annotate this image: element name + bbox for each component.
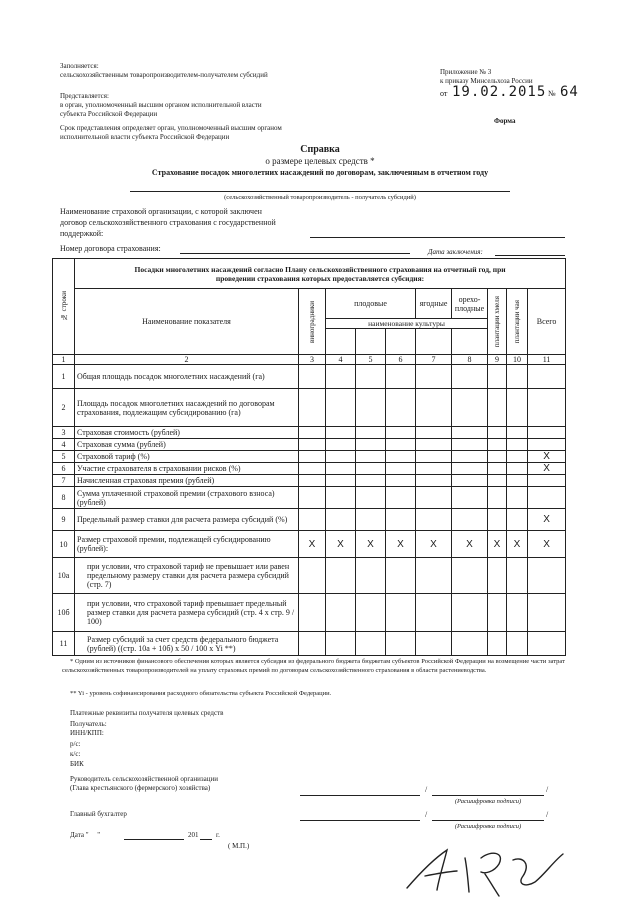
- row-number: 3: [53, 427, 75, 439]
- value-cell[interactable]: [386, 427, 416, 439]
- date-prefix: от: [440, 89, 448, 98]
- crop-cell[interactable]: [452, 329, 488, 355]
- signature-graphic: [395, 838, 570, 900]
- column-number: 9: [488, 355, 507, 365]
- row-number: 11: [53, 632, 75, 656]
- date-year: 201: [188, 831, 199, 839]
- value-cell[interactable]: [386, 487, 416, 509]
- submit-label: Представляется:: [60, 92, 109, 100]
- row-label: Общая площадь посадок многолетних насаждений (га): [75, 365, 299, 389]
- value-cell[interactable]: [356, 439, 386, 451]
- contract-date-label: Дата заключения:: [428, 248, 483, 256]
- bank-inn: ИНН/КПП:: [70, 729, 104, 737]
- value-cell[interactable]: [488, 439, 507, 451]
- table-row: [53, 531, 566, 558]
- slash: /: [546, 785, 549, 794]
- value-cell[interactable]: [356, 427, 386, 439]
- stamp-label: ( М.П.): [228, 842, 250, 850]
- crop-cell[interactable]: [416, 329, 452, 355]
- not-applicable-mark: X: [386, 531, 416, 558]
- insurer-input-line[interactable]: [310, 237, 565, 238]
- indicator-header: Наименование показателя: [75, 289, 299, 355]
- value-cell[interactable]: [452, 365, 488, 389]
- accountant-label: Главный бухгалтер: [70, 810, 127, 818]
- value-cell[interactable]: [488, 509, 507, 531]
- value-cell[interactable]: [299, 451, 326, 463]
- value-cell[interactable]: [386, 632, 416, 656]
- col-hops: плантации хмеля: [493, 295, 501, 348]
- value-cell[interactable]: [452, 475, 488, 487]
- value-cell[interactable]: [507, 439, 528, 451]
- col-vineyards: виноградники: [308, 300, 316, 343]
- vineyards-header-cell: [299, 289, 326, 355]
- row-number: 2: [53, 389, 75, 427]
- value-cell[interactable]: [507, 558, 528, 594]
- column-number: 5: [356, 355, 386, 365]
- col-nut-1: орехо-: [458, 294, 481, 304]
- value-cell[interactable]: [299, 475, 326, 487]
- value-cell[interactable]: [416, 451, 452, 463]
- appendix-label: Приложение № 3: [440, 68, 492, 76]
- value-cell[interactable]: [452, 509, 488, 531]
- bank-ks: к/с:: [70, 750, 81, 758]
- bank-recipient: Получатель:: [70, 720, 107, 728]
- value-cell[interactable]: [386, 389, 416, 427]
- decode-caption-1: (Расшифровка подписи): [454, 798, 522, 805]
- value-cell[interactable]: [488, 365, 507, 389]
- value-cell[interactable]: [528, 439, 566, 451]
- row-label: Страховая стоимость (рублей): [75, 427, 299, 439]
- value-cell[interactable]: [452, 632, 488, 656]
- value-cell[interactable]: [507, 427, 528, 439]
- date-year-line[interactable]: [200, 839, 212, 840]
- col-tea: плантации чая: [513, 299, 521, 344]
- not-applicable-mark: X: [528, 451, 566, 463]
- value-cell[interactable]: [299, 487, 326, 509]
- col-nut: [452, 289, 488, 319]
- table-row: [53, 463, 566, 475]
- column-number: 6: [386, 355, 416, 365]
- column-number: 10: [507, 355, 528, 365]
- value-cell[interactable]: [326, 558, 356, 594]
- slash: /: [425, 785, 428, 794]
- value-cell[interactable]: [416, 509, 452, 531]
- value-cell[interactable]: [326, 594, 356, 632]
- bank-title: Платежные реквизиты получателя целевых средств: [70, 709, 224, 717]
- value-cell[interactable]: [507, 365, 528, 389]
- value-cell[interactable]: [528, 475, 566, 487]
- submit-value-2: субъекта Российской Федерации: [60, 110, 158, 118]
- row-number: 9: [53, 509, 75, 531]
- head-decode-line[interactable]: [432, 795, 544, 796]
- insurer-label-2: договор сельскохозяйственного страхования с государственной: [60, 218, 276, 227]
- value-cell[interactable]: [416, 463, 452, 475]
- deadline-1: Срок представления определяет орган, уполномоченный высшим органом: [60, 124, 282, 132]
- not-applicable-mark: X: [528, 531, 566, 558]
- date-year-suffix: г.: [216, 831, 220, 839]
- value-cell[interactable]: [488, 451, 507, 463]
- value-cell[interactable]: [528, 389, 566, 427]
- row-number: 4: [53, 439, 75, 451]
- value-cell[interactable]: [386, 509, 416, 531]
- accountant-decode-line[interactable]: [432, 820, 544, 821]
- order-date: 19.02.2015: [452, 84, 547, 100]
- value-cell[interactable]: [528, 558, 566, 594]
- value-cell[interactable]: [326, 463, 356, 475]
- value-cell[interactable]: [326, 632, 356, 656]
- table-row: [53, 439, 566, 451]
- row-label: Предельный размер ставки для расчета размера субсидий (%): [75, 509, 299, 531]
- column-number: 7: [416, 355, 452, 365]
- row-label: Сумма уплаченной страховой премии (страхового взноса) (рублей): [75, 487, 299, 509]
- column-number: 4: [326, 355, 356, 365]
- table-row: [53, 427, 566, 439]
- value-cell[interactable]: [507, 475, 528, 487]
- crop-cell[interactable]: [326, 329, 356, 355]
- value-cell[interactable]: [326, 439, 356, 451]
- row-label: при условии, что страховой тариф превышает предельный размер ставки для расчета размера субсидий (стр. 4 х стр. 9 / 100): [75, 594, 299, 632]
- not-applicable-mark: X: [326, 531, 356, 558]
- value-cell[interactable]: [326, 475, 356, 487]
- not-applicable-mark: X: [507, 531, 528, 558]
- value-cell[interactable]: [507, 632, 528, 656]
- value-cell[interactable]: [416, 594, 452, 632]
- column-number: 1: [53, 355, 75, 365]
- value-cell[interactable]: [356, 509, 386, 531]
- form-label: Форма: [494, 117, 516, 125]
- value-cell[interactable]: [386, 475, 416, 487]
- not-applicable-mark: X: [528, 463, 566, 475]
- group-header: [75, 259, 566, 289]
- value-cell[interactable]: [452, 558, 488, 594]
- value-cell[interactable]: [326, 365, 356, 389]
- value-cell[interactable]: [356, 632, 386, 656]
- bank-bik: БИК: [70, 760, 84, 768]
- column-number: 3: [299, 355, 326, 365]
- subsidy-table: [52, 258, 566, 656]
- column-number: 2: [75, 355, 299, 365]
- value-cell[interactable]: [416, 475, 452, 487]
- value-cell[interactable]: [416, 439, 452, 451]
- row-number: 8: [53, 487, 75, 509]
- value-cell[interactable]: [507, 594, 528, 632]
- value-cell[interactable]: [386, 558, 416, 594]
- contract-number-label: Номер договора страхования:: [60, 244, 161, 253]
- value-cell[interactable]: [356, 451, 386, 463]
- value-cell[interactable]: [488, 558, 507, 594]
- table-row: [53, 475, 566, 487]
- table-row: [53, 451, 566, 463]
- value-cell[interactable]: [488, 594, 507, 632]
- value-cell[interactable]: [299, 439, 326, 451]
- value-cell[interactable]: [488, 632, 507, 656]
- value-cell[interactable]: [386, 451, 416, 463]
- fill-label: Заполняется:: [60, 62, 99, 70]
- value-cell[interactable]: [326, 427, 356, 439]
- row-label: при условии, что страховой тариф не превышает или равен предельному размеру ставки для расчета размера субсидий (стр. 7): [75, 558, 299, 594]
- col-total: Всего: [528, 289, 566, 355]
- hops-header-cell: [488, 289, 507, 355]
- not-applicable-mark: X: [488, 531, 507, 558]
- row-no-header-cell: [53, 259, 75, 355]
- value-cell[interactable]: [452, 463, 488, 475]
- value-cell[interactable]: [299, 463, 326, 475]
- value-cell[interactable]: [507, 389, 528, 427]
- table-row: [53, 389, 566, 427]
- row-label: Страховой тариф (%): [75, 451, 299, 463]
- not-applicable-mark: X: [528, 509, 566, 531]
- value-cell[interactable]: [488, 487, 507, 509]
- col-fruit: плодовые: [326, 289, 416, 319]
- row-label: Начисленная страховая премия (рублей): [75, 475, 299, 487]
- group-header-1: Посадки многолетних насаждений согласно Плану сельскохозяйственного страхования на отчетный год, при: [134, 264, 506, 274]
- crop-name-header: наименование культуры: [326, 319, 488, 329]
- value-cell[interactable]: [528, 632, 566, 656]
- value-cell[interactable]: [386, 463, 416, 475]
- value-cell[interactable]: [386, 365, 416, 389]
- value-cell[interactable]: [356, 475, 386, 487]
- value-cell[interactable]: [299, 632, 326, 656]
- row-number: 5: [53, 451, 75, 463]
- tea-header-cell: [507, 289, 528, 355]
- contract-number-line[interactable]: [180, 253, 410, 254]
- value-cell[interactable]: [528, 427, 566, 439]
- row-label: Размер субсидий за счет средств федерального бюджета (рублей) ((стр. 10а + 10б) х 50 / 100 х Yi **): [75, 632, 299, 656]
- row-number: 10б: [53, 594, 75, 632]
- slash: /: [546, 810, 549, 819]
- value-cell[interactable]: [416, 558, 452, 594]
- number-prefix: №: [548, 89, 556, 98]
- value-cell[interactable]: [416, 632, 452, 656]
- bank-rs: р/с:: [70, 740, 81, 748]
- doc-subtitle: о размере целевых средств *: [265, 156, 375, 166]
- value-cell[interactable]: [528, 365, 566, 389]
- row-number: 10: [53, 531, 75, 558]
- value-cell[interactable]: [326, 389, 356, 427]
- value-cell[interactable]: [488, 475, 507, 487]
- value-cell[interactable]: [299, 389, 326, 427]
- value-cell[interactable]: [386, 439, 416, 451]
- row-number: 1: [53, 365, 75, 389]
- footnote-1: * Одним из источников финансового обеспечения которых является субсидия из федерального бюджета бюджетам субъектов Российской Федерации на возмещение части затрат сельскохозяйственных товаропроизводителей на уплату страховых премий по договорам сельскохозяйственного страхования в области растениеводства.: [62, 658, 565, 674]
- fill-value: сельскохозяйственным товаропроизводителем-получателем субсидий: [60, 71, 268, 79]
- not-applicable-mark: X: [452, 531, 488, 558]
- decode-caption-2: (Расшифровка подписи): [454, 823, 522, 830]
- order-label: к приказу Минсельхоза России: [440, 77, 533, 85]
- value-cell[interactable]: [356, 365, 386, 389]
- value-cell[interactable]: [507, 451, 528, 463]
- insurer-label-1: Наименование страховой организации, с которой заключен: [60, 207, 262, 216]
- row-no-header: № строки: [59, 291, 68, 322]
- head-label-2: (Глава крестьянского (фермерского) хозяйства): [70, 784, 211, 792]
- value-cell[interactable]: [356, 487, 386, 509]
- value-cell[interactable]: [356, 558, 386, 594]
- value-cell[interactable]: [326, 509, 356, 531]
- date-label: Дата " ": [70, 831, 101, 839]
- deadline-2: исполнительной власти субъекта Российской Федерации: [60, 133, 230, 141]
- contract-date-line[interactable]: [495, 255, 565, 256]
- col-berry: ягодные: [416, 289, 452, 319]
- value-cell[interactable]: [452, 427, 488, 439]
- crop-cell[interactable]: [386, 329, 416, 355]
- column-number: 11: [528, 355, 566, 365]
- not-applicable-mark: X: [356, 531, 386, 558]
- crop-cell[interactable]: [356, 329, 386, 355]
- insurer-label-3: поддержкой:: [60, 229, 104, 238]
- value-cell[interactable]: [416, 487, 452, 509]
- value-cell[interactable]: [416, 389, 452, 427]
- producer-line: [130, 191, 510, 192]
- not-applicable-mark: X: [416, 531, 452, 558]
- row-label: Страховая сумма (рублей): [75, 439, 299, 451]
- table-row: [53, 487, 566, 509]
- table-row: [53, 509, 566, 531]
- value-cell[interactable]: [507, 463, 528, 475]
- row-number: 6: [53, 463, 75, 475]
- value-cell[interactable]: [326, 451, 356, 463]
- value-cell[interactable]: [528, 594, 566, 632]
- value-cell[interactable]: [507, 509, 528, 531]
- value-cell[interactable]: [299, 594, 326, 632]
- head-label-1: Руководитель сельскохозяйственной организации: [70, 775, 218, 783]
- value-cell[interactable]: [386, 594, 416, 632]
- value-cell[interactable]: [416, 427, 452, 439]
- row-number: 10а: [53, 558, 75, 594]
- value-cell[interactable]: [299, 558, 326, 594]
- group-header-2: проведении страхования которых предоставляется субсидия:: [215, 273, 425, 283]
- value-cell[interactable]: [452, 487, 488, 509]
- value-cell[interactable]: [488, 389, 507, 427]
- value-cell[interactable]: [452, 594, 488, 632]
- value-cell[interactable]: [452, 389, 488, 427]
- footnote-2: ** Yi - уровень софинансирования расходного обязательства субъекта Российской Федерации.: [70, 690, 332, 697]
- value-cell[interactable]: [507, 487, 528, 509]
- value-cell[interactable]: [488, 427, 507, 439]
- row-label: Площадь посадок многолетних насаждений по договорам страхования, подлежащим субсидированию (га): [75, 389, 299, 427]
- doc-subject: Страхование посадок многолетних насаждений по договорам, заключенным в отчетном году: [151, 168, 489, 177]
- value-cell[interactable]: [299, 509, 326, 531]
- value-cell[interactable]: [356, 594, 386, 632]
- producer-caption: (сельскохозяйственный товаропроизводитель - получатель субсидий): [224, 194, 416, 201]
- order-number: 64: [560, 84, 579, 100]
- table-row: [53, 558, 566, 594]
- not-applicable-mark: X: [299, 531, 326, 558]
- row-number: 7: [53, 475, 75, 487]
- value-cell[interactable]: [528, 487, 566, 509]
- value-cell[interactable]: [488, 463, 507, 475]
- submit-value-1: в орган, уполномоченный высшим органом исполнительной власти: [60, 101, 262, 109]
- row-label: Участие страхователя в страховании рисков (%): [75, 463, 299, 475]
- doc-title: Справка: [300, 144, 340, 155]
- slash: /: [425, 810, 428, 819]
- row-label: Размер страховой премии, подлежащей субсидированию (рублей):: [75, 531, 299, 558]
- date-month-line[interactable]: [124, 839, 184, 840]
- value-cell[interactable]: [356, 389, 386, 427]
- value-cell[interactable]: [299, 365, 326, 389]
- table-row: [53, 632, 566, 656]
- value-cell[interactable]: [356, 463, 386, 475]
- value-cell[interactable]: [416, 365, 452, 389]
- head-signature-line[interactable]: [300, 795, 420, 796]
- table-row: [53, 594, 566, 632]
- col-nut-2: плодные: [454, 303, 485, 313]
- accountant-signature-line[interactable]: [300, 820, 420, 821]
- value-cell[interactable]: [452, 451, 488, 463]
- table-row: [53, 365, 566, 389]
- column-number: 8: [452, 355, 488, 365]
- value-cell[interactable]: [452, 439, 488, 451]
- value-cell[interactable]: [299, 427, 326, 439]
- value-cell[interactable]: [326, 487, 356, 509]
